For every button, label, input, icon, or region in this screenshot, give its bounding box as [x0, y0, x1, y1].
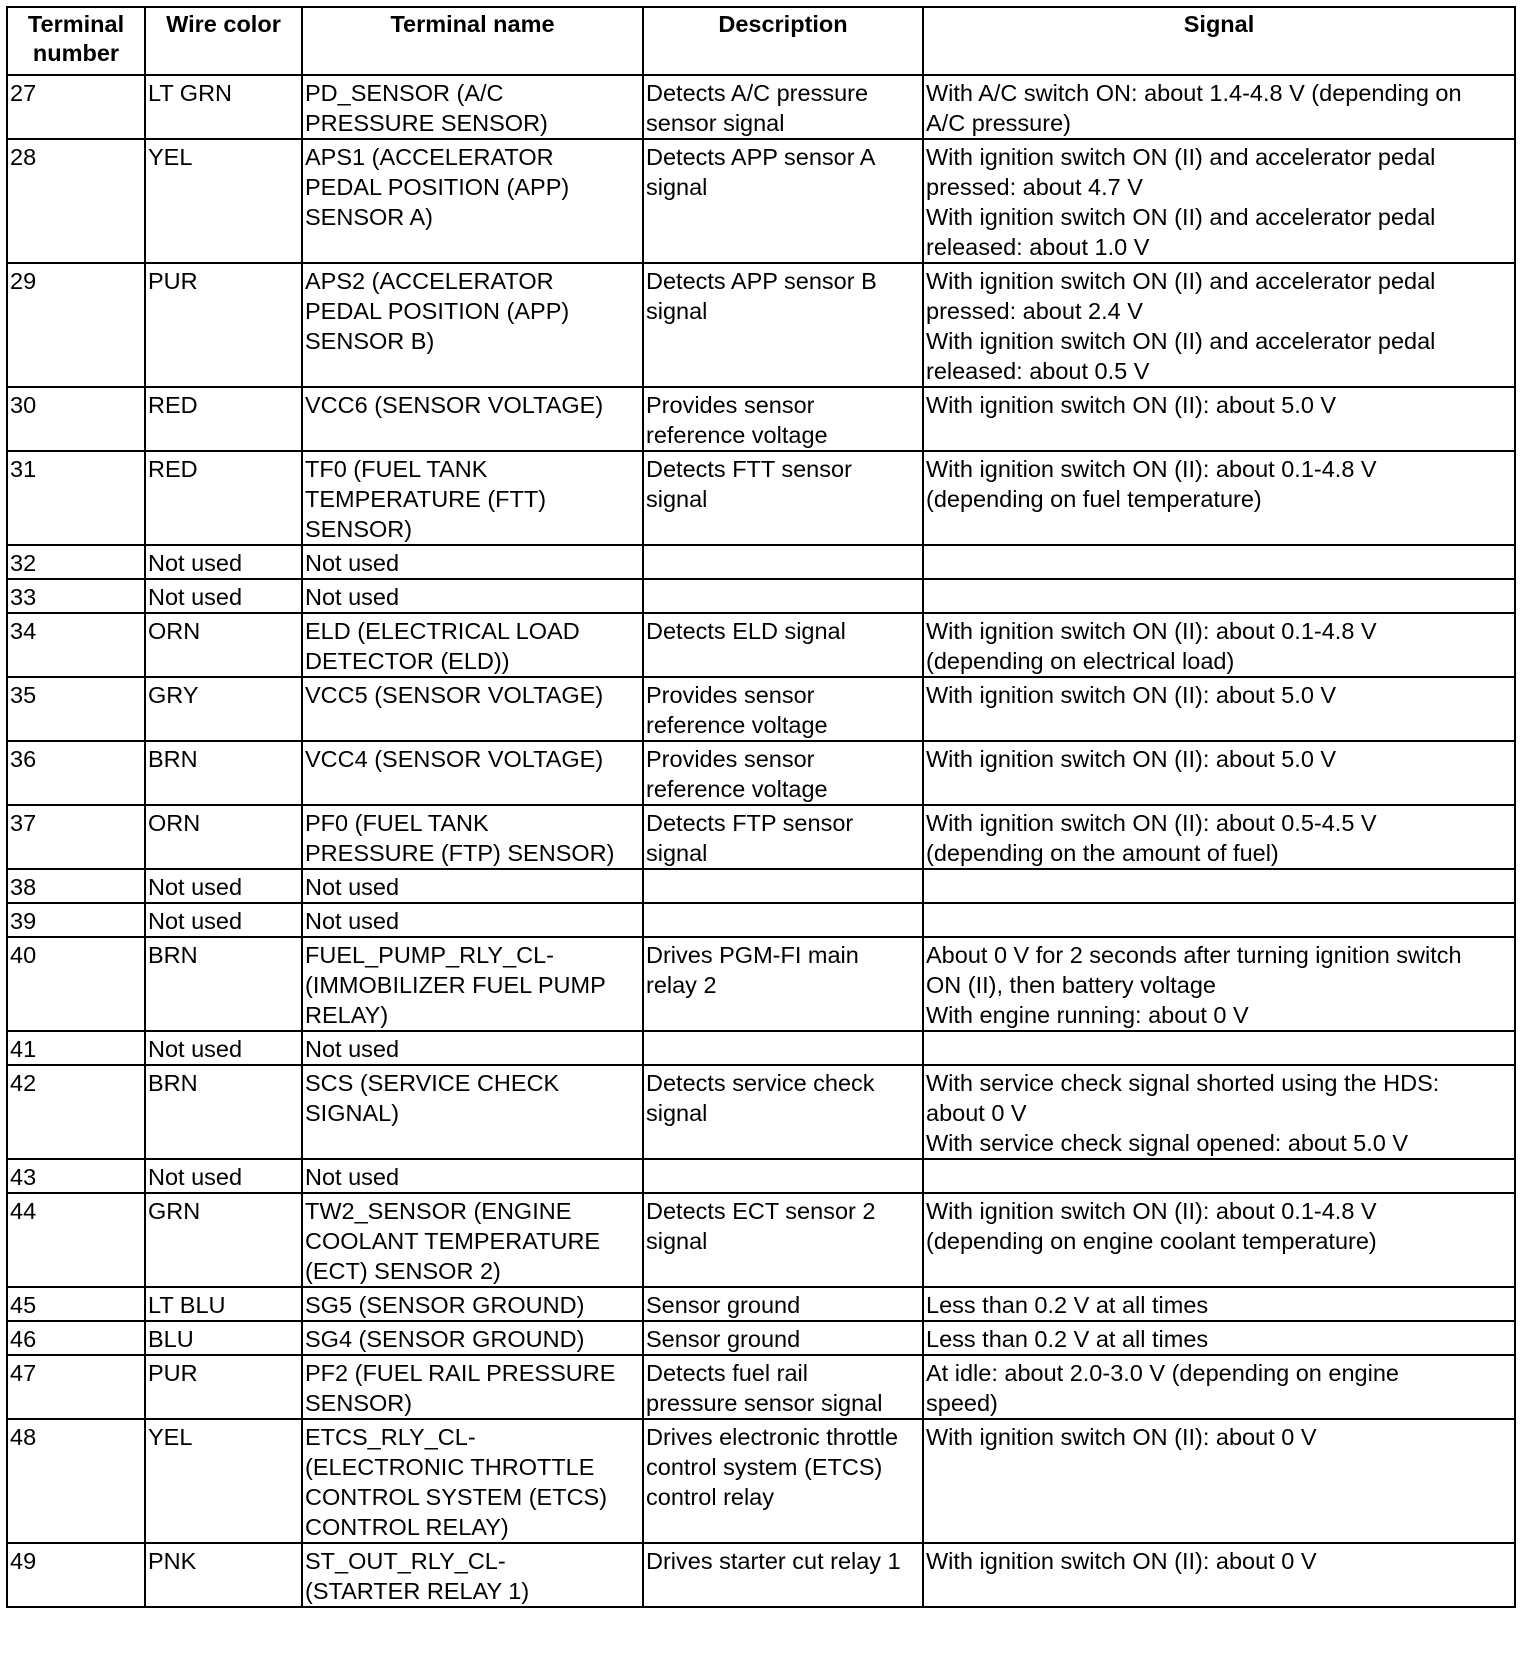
cell-signal-text: With ignition switch ON (II) and accelerator pedal pressed: about 2.4 V With ignition switch ON (II) and accelerator pedal released: about 0.5 V [926, 268, 1436, 384]
cell-signal-text: With ignition switch ON (II) and accelerator pedal pressed: about 4.7 V With ignition switch ON (II) and accelerator pedal released: about 1.0 V [926, 144, 1436, 260]
cell-terminal-name-text: VCC5 (SENSOR VOLTAGE) [305, 682, 604, 708]
cell-signal [923, 545, 1515, 579]
cell-terminal-number-text: 47 [10, 1360, 37, 1386]
cell-terminal-number-text: 31 [10, 456, 37, 482]
cell-terminal-name [302, 1031, 643, 1065]
table-row [7, 1287, 1515, 1321]
cell-description-text: Drives starter cut relay 1 [646, 1548, 901, 1574]
table-row [7, 1321, 1515, 1355]
cell-wire-color-text: BRN [148, 1070, 198, 1096]
cell-signal-text: With ignition switch ON (II): about 0 V [926, 1424, 1317, 1450]
cell-wire-color [145, 1321, 302, 1355]
table-row [7, 75, 1515, 139]
cell-terminal-number-text: 33 [10, 584, 37, 610]
table-row [7, 677, 1515, 741]
cell-wire-color [145, 1543, 302, 1607]
cell-terminal-name [302, 579, 643, 613]
cell-description [643, 1355, 923, 1419]
header-description: Description [643, 7, 923, 75]
cell-signal [923, 451, 1515, 545]
cell-wire-color-text: ORN [148, 810, 201, 836]
cell-wire-color [145, 903, 302, 937]
cell-signal-text: With ignition switch ON (II): about 0.5-4.5 V (depending on the amount of fuel) [926, 810, 1377, 866]
table-row [7, 937, 1515, 1031]
cell-description-text: Detects APP sensor B signal [646, 268, 877, 324]
cell-description-text: Detects FTT sensor signal [646, 456, 852, 512]
cell-terminal-number-text: 46 [10, 1326, 37, 1352]
cell-terminal-name [302, 741, 643, 805]
cell-wire-color [145, 139, 302, 263]
cell-wire-color-text: Not used [148, 584, 243, 610]
cell-terminal-name-text: SG4 (SENSOR GROUND) [305, 1326, 585, 1352]
cell-wire-color [145, 1355, 302, 1419]
cell-wire-color [145, 741, 302, 805]
cell-terminal-number-text: 49 [10, 1548, 37, 1574]
cell-signal [923, 1321, 1515, 1355]
cell-description [643, 869, 923, 903]
cell-description [643, 937, 923, 1031]
table-row [7, 139, 1515, 263]
cell-wire-color-text: GRY [148, 682, 199, 708]
cell-wire-color [145, 805, 302, 869]
cell-terminal-name-text: PF0 (FUEL TANK PRESSURE (FTP) SENSOR) [305, 810, 615, 866]
cell-terminal-number-text: 42 [10, 1070, 37, 1096]
cell-terminal-name-text: Not used [305, 874, 400, 900]
cell-terminal-number-text: 43 [10, 1164, 37, 1190]
cell-wire-color [145, 263, 302, 387]
cell-description-text: Detects FTP sensor signal [646, 810, 854, 866]
cell-terminal-name-text: Not used [305, 584, 400, 610]
cell-signal [923, 805, 1515, 869]
cell-description [643, 1159, 923, 1193]
cell-description [643, 677, 923, 741]
cell-terminal-number-text: 39 [10, 908, 37, 934]
cell-terminal-name [302, 1159, 643, 1193]
cell-terminal-name-text: ELD (ELECTRICAL LOAD DETECTOR (ELD)) [305, 618, 580, 674]
cell-terminal-number [7, 1031, 145, 1065]
table-row [7, 1419, 1515, 1543]
cell-terminal-name-text: PF2 (FUEL RAIL PRESSURE SENSOR) [305, 1360, 616, 1416]
cell-terminal-number [7, 139, 145, 263]
cell-terminal-number [7, 387, 145, 451]
cell-signal-text: With ignition switch ON (II): about 5.0 V [926, 392, 1337, 418]
header-terminal-number: Terminal number [7, 7, 145, 75]
cell-terminal-name [302, 75, 643, 139]
cell-terminal-number [7, 937, 145, 1031]
cell-signal [923, 1159, 1515, 1193]
cell-wire-color [145, 579, 302, 613]
table-row [7, 805, 1515, 869]
cell-wire-color [145, 387, 302, 451]
cell-wire-color [145, 1193, 302, 1287]
cell-terminal-name [302, 263, 643, 387]
cell-description-text: Provides sensor reference voltage [646, 746, 828, 802]
cell-signal-text: With ignition switch ON (II): about 5.0 V [926, 682, 1337, 708]
table-row [7, 741, 1515, 805]
cell-description [643, 263, 923, 387]
cell-description [643, 1321, 923, 1355]
cell-terminal-name-text: Not used [305, 550, 400, 576]
cell-terminal-number [7, 869, 145, 903]
cell-signal [923, 677, 1515, 741]
cell-description [643, 75, 923, 139]
cell-terminal-name-text: SG5 (SENSOR GROUND) [305, 1292, 585, 1318]
cell-terminal-number-text: 36 [10, 746, 37, 772]
cell-terminal-number-text: 29 [10, 268, 37, 294]
table-row [7, 869, 1515, 903]
cell-terminal-name-text: APS2 (ACCELERATOR PEDAL POSITION (APP) SENSOR B) [305, 268, 570, 354]
cell-terminal-name-text: TW2_SENSOR (ENGINE COOLANT TEMPERATURE (ECT) SENSOR 2) [305, 1198, 601, 1284]
cell-description [643, 1193, 923, 1287]
cell-terminal-number [7, 677, 145, 741]
header-wire-color: Wire color [145, 7, 302, 75]
cell-terminal-name [302, 1287, 643, 1321]
cell-terminal-name [302, 545, 643, 579]
cell-description [643, 545, 923, 579]
cell-terminal-name [302, 139, 643, 263]
cell-terminal-number [7, 741, 145, 805]
cell-wire-color-text: LT BLU [148, 1292, 226, 1318]
cell-terminal-number [7, 613, 145, 677]
cell-terminal-name [302, 677, 643, 741]
cell-terminal-name [302, 1355, 643, 1419]
cell-wire-color-text: Not used [148, 550, 243, 576]
table-row [7, 1031, 1515, 1065]
cell-wire-color-text: ORN [148, 618, 201, 644]
cell-wire-color-text: RED [148, 456, 198, 482]
cell-signal [923, 613, 1515, 677]
cell-terminal-name [302, 1193, 643, 1287]
cell-description [643, 387, 923, 451]
cell-terminal-name [302, 451, 643, 545]
terminal-table-sheet [6, 6, 1516, 1608]
cell-wire-color-text: YEL [148, 1424, 193, 1450]
cell-terminal-name-text: ST_OUT_RLY_CL- (STARTER RELAY 1) [305, 1548, 530, 1604]
cell-terminal-name [302, 869, 643, 903]
cell-description-text: Drives electronic throttle control system (ETCS) control relay [646, 1424, 899, 1510]
cell-terminal-name [302, 1065, 643, 1159]
table-row [7, 903, 1515, 937]
cell-signal [923, 1419, 1515, 1543]
table-header-row [7, 7, 1515, 75]
cell-terminal-number-text: 35 [10, 682, 37, 708]
cell-terminal-number [7, 1159, 145, 1193]
cell-wire-color-text: RED [148, 392, 198, 418]
cell-wire-color [145, 1065, 302, 1159]
cell-wire-color [145, 451, 302, 545]
cell-signal [923, 139, 1515, 263]
cell-signal [923, 1031, 1515, 1065]
cell-wire-color [145, 1287, 302, 1321]
cell-wire-color-text: BRN [148, 746, 198, 772]
cell-description-text: Detects fuel rail pressure sensor signal [646, 1360, 883, 1416]
cell-description [643, 1031, 923, 1065]
table-row [7, 1065, 1515, 1159]
cell-wire-color-text: Not used [148, 874, 243, 900]
cell-description-text: Detects ECT sensor 2 signal [646, 1198, 876, 1254]
cell-terminal-number-text: 41 [10, 1036, 37, 1062]
table-row [7, 263, 1515, 387]
table-row [7, 451, 1515, 545]
table-row [7, 579, 1515, 613]
cell-signal-text: Less than 0.2 V at all times [926, 1292, 1209, 1318]
table-row [7, 545, 1515, 579]
cell-terminal-name-text: SCS (SERVICE CHECK SIGNAL) [305, 1070, 560, 1126]
cell-terminal-name-text: VCC4 (SENSOR VOLTAGE) [305, 746, 604, 772]
cell-signal [923, 937, 1515, 1031]
cell-terminal-number-text: 27 [10, 80, 37, 106]
cell-terminal-number-text: 44 [10, 1198, 37, 1224]
cell-description-text: Detects APP sensor A signal [646, 144, 876, 200]
cell-signal [923, 1543, 1515, 1607]
cell-description-text: Detects A/C pressure sensor signal [646, 80, 869, 136]
cell-terminal-number [7, 805, 145, 869]
cell-description [643, 451, 923, 545]
cell-signal [923, 1287, 1515, 1321]
cell-description [643, 1065, 923, 1159]
cell-wire-color [145, 937, 302, 1031]
cell-terminal-number [7, 75, 145, 139]
cell-terminal-number [7, 1193, 145, 1287]
cell-terminal-name-text: Not used [305, 1036, 400, 1062]
cell-description [643, 741, 923, 805]
cell-signal [923, 1065, 1515, 1159]
cell-wire-color [145, 1159, 302, 1193]
header-terminal-name: Terminal name [302, 7, 643, 75]
cell-terminal-name-text: FUEL_PUMP_RLY_CL- (IMMOBILIZER FUEL PUMP RELAY) [305, 942, 606, 1028]
cell-description-text: Detects ELD signal [646, 618, 846, 644]
cell-signal-text: With ignition switch ON (II): about 0.1-4.8 V (depending on fuel temperature) [926, 456, 1377, 512]
cell-terminal-name [302, 1321, 643, 1355]
cell-wire-color [145, 545, 302, 579]
cell-signal-text: With ignition switch ON (II): about 5.0 V [926, 746, 1337, 772]
cell-terminal-name [302, 1419, 643, 1543]
cell-wire-color-text: PUR [148, 268, 198, 294]
cell-wire-color-text: Not used [148, 1036, 243, 1062]
table-row [7, 1159, 1515, 1193]
cell-description [643, 805, 923, 869]
cell-description [643, 1419, 923, 1543]
cell-description-text: Drives PGM-FI main relay 2 [646, 942, 859, 998]
cell-terminal-number-text: 38 [10, 874, 37, 900]
cell-description-text: Sensor ground [646, 1326, 801, 1352]
cell-wire-color [145, 869, 302, 903]
cell-terminal-name-text: ETCS_RLY_CL- (ELECTRONIC THROTTLE CONTROL SYSTEM (ETCS) CONTROL RELAY) [305, 1424, 608, 1540]
cell-terminal-name-text: Not used [305, 908, 400, 934]
cell-description-text: Provides sensor reference voltage [646, 392, 828, 448]
cell-description-text: Sensor ground [646, 1292, 801, 1318]
cell-terminal-name-text: Not used [305, 1164, 400, 1190]
cell-signal [923, 869, 1515, 903]
cell-terminal-name-text: PD_SENSOR (A/C PRESSURE SENSOR) [305, 80, 548, 136]
cell-terminal-number-text: 28 [10, 144, 37, 170]
cell-signal-text: With A/C switch ON: about 1.4-4.8 V (depending on A/C pressure) [926, 80, 1462, 136]
cell-wire-color [145, 1419, 302, 1543]
cell-terminal-number [7, 903, 145, 937]
cell-terminal-number-text: 40 [10, 942, 37, 968]
cell-terminal-name [302, 613, 643, 677]
cell-signal [923, 903, 1515, 937]
cell-signal-text: With ignition switch ON (II): about 0 V [926, 1548, 1317, 1574]
cell-terminal-name [302, 805, 643, 869]
cell-wire-color-text: LT GRN [148, 80, 233, 106]
cell-terminal-number-text: 45 [10, 1292, 37, 1318]
terminal-table [6, 6, 1516, 1608]
cell-description [643, 579, 923, 613]
cell-terminal-name [302, 903, 643, 937]
cell-wire-color-text: PUR [148, 1360, 198, 1386]
cell-terminal-name [302, 387, 643, 451]
cell-terminal-number-text: 48 [10, 1424, 37, 1450]
cell-description [643, 1287, 923, 1321]
cell-signal-text: Less than 0.2 V at all times [926, 1326, 1209, 1352]
table-row [7, 387, 1515, 451]
cell-wire-color-text: Not used [148, 908, 243, 934]
cell-signal [923, 1193, 1515, 1287]
cell-signal [923, 75, 1515, 139]
header-signal: Signal [923, 7, 1515, 75]
cell-wire-color [145, 75, 302, 139]
cell-signal-text: At idle: about 2.0-3.0 V (depending on engine speed) [926, 1360, 1399, 1416]
cell-signal-text: With service check signal shorted using the HDS: about 0 V With service check signal opened: about 5.0 V [926, 1070, 1440, 1156]
cell-terminal-number [7, 451, 145, 545]
cell-wire-color [145, 677, 302, 741]
cell-signal-text: About 0 V for 2 seconds after turning ignition switch ON (II), then battery voltage With engine running: about 0 V [926, 942, 1462, 1028]
cell-description [643, 903, 923, 937]
cell-wire-color-text: BRN [148, 942, 198, 968]
cell-terminal-name-text: TF0 (FUEL TANK TEMPERATURE (FTT) SENSOR) [305, 456, 547, 542]
cell-terminal-number [7, 1287, 145, 1321]
cell-description [643, 1543, 923, 1607]
cell-wire-color-text: Not used [148, 1164, 243, 1190]
cell-terminal-number [7, 263, 145, 387]
cell-terminal-number [7, 1543, 145, 1607]
table-body [7, 75, 1515, 1607]
cell-terminal-name-text: VCC6 (SENSOR VOLTAGE) [305, 392, 604, 418]
cell-wire-color-text: GRN [148, 1198, 201, 1224]
cell-terminal-name [302, 937, 643, 1031]
cell-wire-color [145, 613, 302, 677]
cell-wire-color [145, 1031, 302, 1065]
cell-signal [923, 579, 1515, 613]
cell-wire-color-text: BLU [148, 1326, 194, 1352]
cell-terminal-name-text: APS1 (ACCELERATOR PEDAL POSITION (APP) SENSOR A) [305, 144, 570, 230]
cell-terminal-name [302, 1543, 643, 1607]
cell-description [643, 139, 923, 263]
cell-terminal-number-text: 30 [10, 392, 37, 418]
cell-description-text: Detects service check signal [646, 1070, 875, 1126]
table-row [7, 613, 1515, 677]
cell-wire-color-text: PNK [148, 1548, 197, 1574]
table-row [7, 1543, 1515, 1607]
cell-signal-text: With ignition switch ON (II): about 0.1-4.8 V (depending on electrical load) [926, 618, 1377, 674]
table-row [7, 1193, 1515, 1287]
cell-terminal-number [7, 579, 145, 613]
cell-terminal-number-text: 34 [10, 618, 37, 644]
cell-terminal-number-text: 37 [10, 810, 37, 836]
cell-signal [923, 387, 1515, 451]
cell-description [643, 613, 923, 677]
cell-terminal-number [7, 545, 145, 579]
cell-terminal-number [7, 1419, 145, 1543]
table-row [7, 1355, 1515, 1419]
cell-signal [923, 1355, 1515, 1419]
cell-signal [923, 741, 1515, 805]
cell-terminal-number [7, 1321, 145, 1355]
cell-signal-text: With ignition switch ON (II): about 0.1-4.8 V (depending on engine coolant temperature) [926, 1198, 1377, 1254]
cell-terminal-number [7, 1355, 145, 1419]
cell-wire-color-text: YEL [148, 144, 193, 170]
cell-description-text: Provides sensor reference voltage [646, 682, 828, 738]
cell-terminal-number-text: 32 [10, 550, 37, 576]
cell-signal [923, 263, 1515, 387]
cell-terminal-number [7, 1065, 145, 1159]
